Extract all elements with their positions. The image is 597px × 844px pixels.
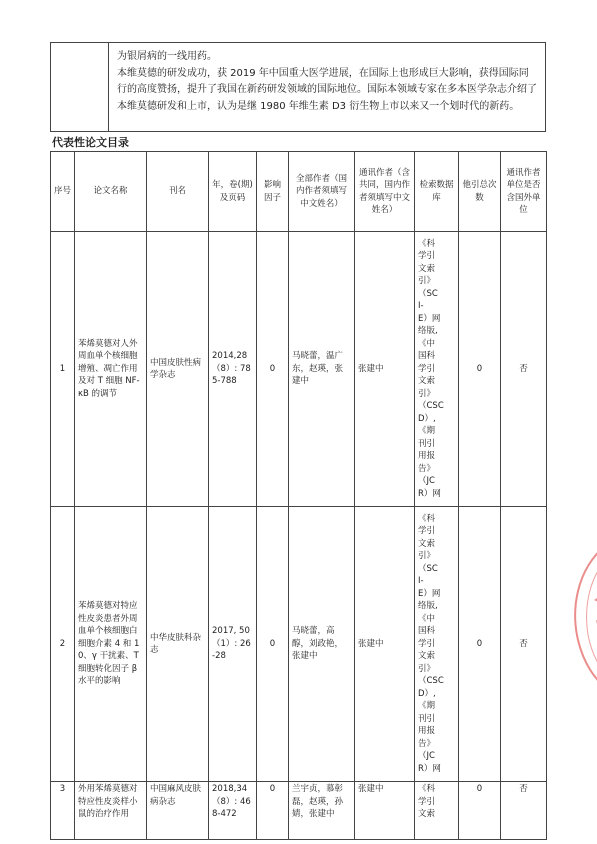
db-line: 学引 [418,638,436,649]
header-journal: 刊名 [147,152,209,232]
continuation-box [50,42,546,132]
row1-journal: 中国皮肤性病学杂志 [147,232,209,507]
header-title: 论文名称 [75,152,147,232]
table-row [51,507,547,782]
db-line: 告》 [418,463,436,474]
db-line: 告》 [418,738,436,749]
row1-impact: 0 [257,232,289,507]
db-line: I- [418,576,424,587]
db-line: D）, [418,413,436,424]
row3-database [415,782,459,840]
db-line: 刊引 [418,438,436,449]
db-line: 学引 [418,363,436,374]
header-seq: 序号 [51,152,75,232]
db-line: 《中 [418,338,436,349]
db-line: 文索 [418,651,436,662]
db-line: 络版, [418,601,438,612]
row2-year-pages: 2017, 50（1）: 26-28 [209,507,257,782]
db-line: I- [418,301,424,312]
db-line: 引》 [418,276,436,287]
db-line: 文索 [418,809,436,819]
db-line: 《科 [418,784,436,794]
seal-stamp [566,540,597,690]
db-line: （JC [418,476,435,487]
db-line: 引》 [418,663,436,674]
db-line: R）网 [418,488,441,499]
row3-title: 外用苯烯莫德对特应性皮炎样小鼠的治疗作用 [75,782,147,840]
db-line: 文索 [418,376,436,387]
row1-title: 苯烯莫德对人外周血单个核细胞增殖、凋亡作用及对 T 细胞 NF-κB 的调节 [75,232,147,507]
header-authors: 全部作者（国内作者须填写中文姓名） [289,152,355,232]
table-row [51,782,547,840]
db-line: 《科 [418,513,436,524]
table-header-row [51,152,547,232]
header-year-pages: 年，卷(期)及页码 [209,152,257,232]
section-title: 代表性论文目录 [52,136,129,149]
header-impact: 影响因子 [257,152,289,232]
db-line: E）网 [418,588,441,599]
db-line: （SC [418,288,438,299]
db-line: 国科 [418,351,436,362]
table-row [51,232,547,507]
db-line: 文索 [418,538,436,549]
row2-foreign: 否 [501,507,547,782]
db-line: 引》 [418,551,436,562]
row2-journal: 中华皮肤科杂志 [147,507,209,782]
db-line: 国科 [418,626,436,637]
row1-authors: 马晓蕾，温广东，赵瑛，张建中 [289,232,355,507]
row1-database [415,232,459,507]
db-line: （CSC [418,401,444,412]
row1-year-pages: 2014,28（8）: 785-788 [209,232,257,507]
row3-authors: 兰宇贞，慕彰磊，赵瑛，孙婧，张建中 [289,782,355,840]
db-line: （JC [418,751,435,762]
row3-journal: 中国麻风皮肤病杂志 [147,782,209,840]
db-line: 《科 [418,238,436,249]
row2-database [415,507,459,782]
row2-authors: 马晓蕾，高醇，刘政艳，张建中 [289,507,355,782]
db-line: 学引 [418,251,436,262]
db-line: 刊引 [418,713,436,724]
row3-citations: 0 [459,782,501,840]
row2-corresponding: 张建中 [355,507,415,782]
continuation-text [117,49,537,115]
row2-seq: 2 [51,507,75,782]
row1-citations: 0 [459,232,501,507]
row3-seq: 3 [51,782,75,840]
header-citations: 他引总次数 [459,152,501,232]
db-line: 引》 [418,388,436,399]
row1-foreign: 否 [501,232,547,507]
row2-title: 苯烯莫德对特应性皮炎患者外周血单个核细胞白细胞介素 4 和 10、γ 干扰素、T 细胞转化因子 β 水平的影响 [75,507,147,782]
db-line: 用报 [418,726,436,737]
db-line: （CSC [418,676,444,687]
row1-seq: 1 [51,232,75,507]
continuation-line-1: 为银屑病的一线用药。 [117,51,217,62]
db-line: D）, [418,688,436,699]
row3-year-pages: 2018,34（8）: 468-472 [209,782,257,840]
db-line: 用报 [418,451,436,462]
db-line: 文索 [418,263,436,274]
row3-corresponding: 张建中 [355,782,415,840]
row2-citations: 0 [459,507,501,782]
continuation-paragraph-2: 本维莫德的研发成功，获 2019 年中国重大医学进展，在国际上也形成巨大影响，获得国际同行的高度赞扬，提升了我国在新药研发领域的国际地位。国际本领域专家在多本医学杂志介绍了本维莫德研发和上市，认为是继 1980 年维生素 D3 衍生物上市以来又一个划时代的新药。 [117,67,537,112]
row3-foreign: 否 [501,782,547,840]
continuation-left-cell [51,43,109,131]
db-line: 学引 [418,526,436,537]
db-line: （SC [418,563,438,574]
db-line: 络版, [418,326,438,337]
db-line: 学引 [418,796,436,807]
header-database: 检索数据库 [415,152,459,232]
papers-table [50,151,547,840]
db-line: 《中 [418,613,436,624]
header-corresponding: 通讯作者（含共同，国内作者须填写中文姓名） [355,152,415,232]
db-line: 《期 [418,701,436,712]
db-line: R）网 [418,763,441,774]
row3-impact: 0 [257,782,289,840]
row2-impact: 0 [257,507,289,782]
db-line: 《期 [418,426,436,437]
row1-corresponding: 张建中 [355,232,415,507]
header-foreign: 通讯作者单位是否含国外单位 [501,152,547,232]
db-line: E）网 [418,313,441,324]
